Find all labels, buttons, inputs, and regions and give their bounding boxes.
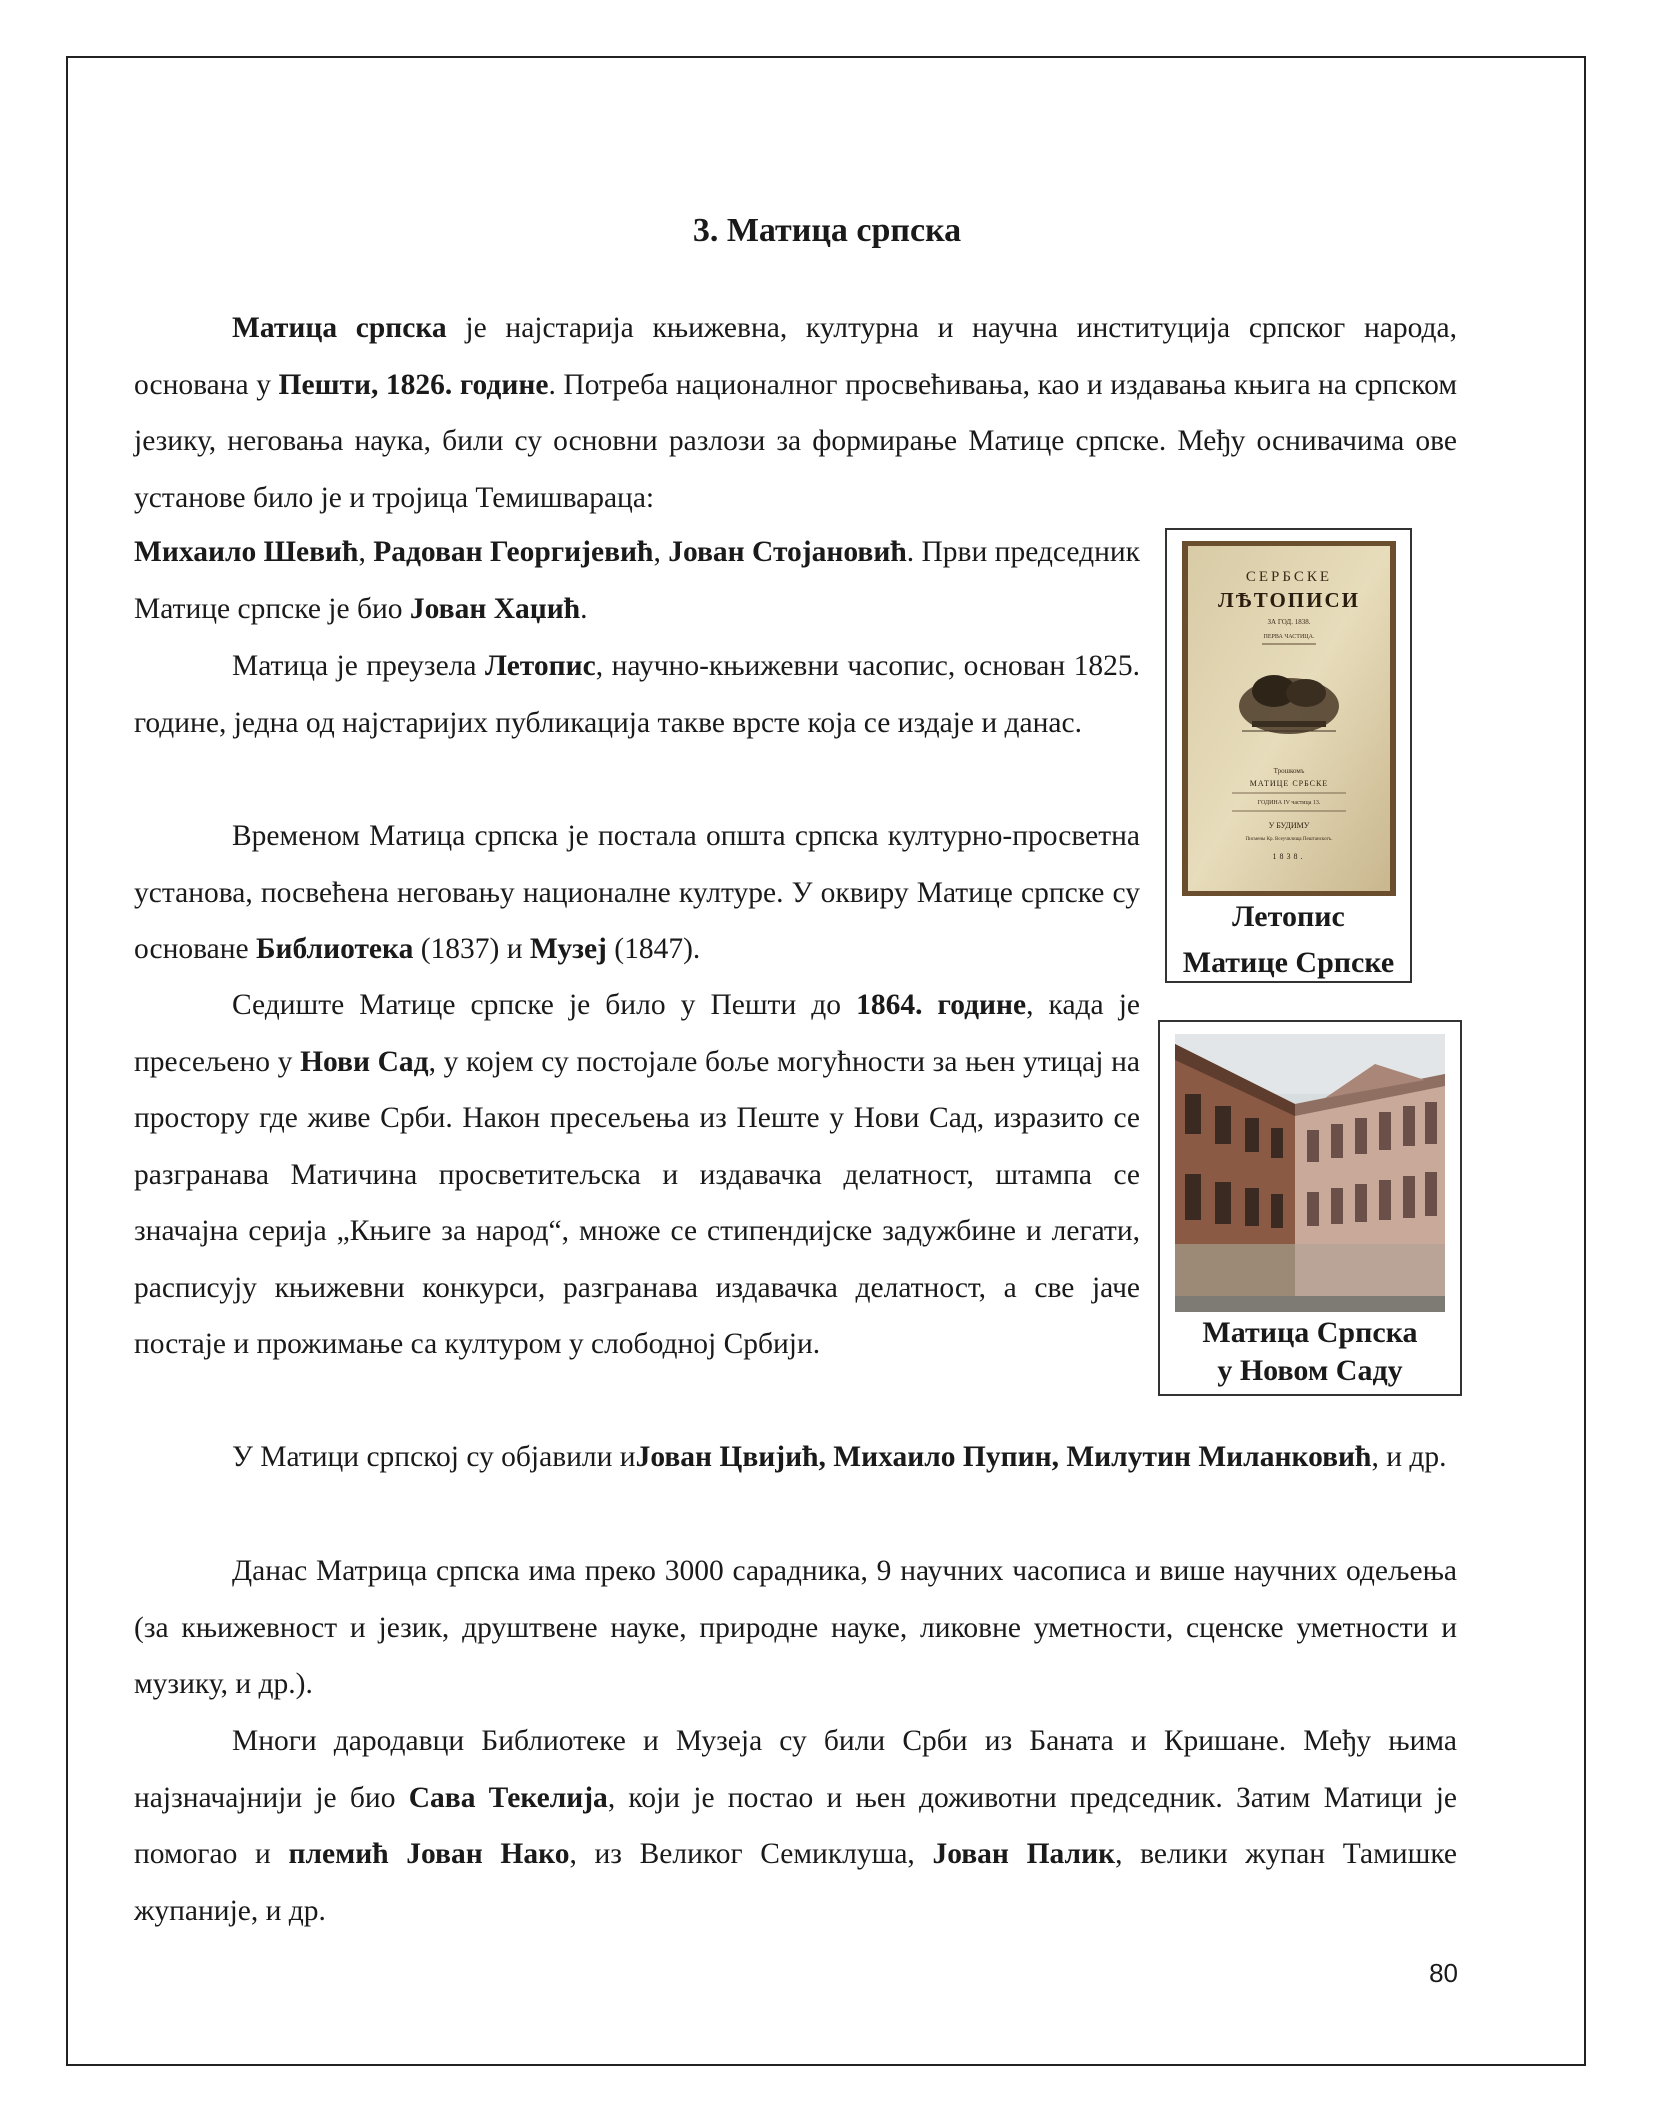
paragraph-letopis: Матица је преузела Летопис, научно-књижевни часопис, основан 1825. године, једна од најстаријих публикација такве врсте која се издаје и данас. bbox=[134, 650, 1140, 739]
svg-text:ПЕРВА ЧАСТИЦА.: ПЕРВА ЧАСТИЦА. bbox=[1263, 634, 1315, 640]
figure-building-caption-line1: Матица Српска bbox=[1202, 1316, 1418, 1349]
svg-text:1838.: 1838. bbox=[1272, 852, 1306, 861]
paragraph-authors: У Матици српској су објавили иЈован Цвијић, Михаило Пупин, Милутин Миланковић, и др. bbox=[232, 1441, 1447, 1473]
svg-text:Трошкомъ: Трошкомъ bbox=[1273, 767, 1305, 775]
figure-building-caption-line2: у Новом Саду bbox=[1217, 1354, 1403, 1387]
figure-letopis bbox=[1165, 528, 1412, 983]
svg-text:МАТИЦЕ СРБСКЕ: МАТИЦЕ СРБСКЕ bbox=[1249, 779, 1329, 788]
figure-letopis-caption-line1: Летопис bbox=[1232, 900, 1345, 933]
svg-text:У БУДИМУ: У БУДИМУ bbox=[1268, 821, 1310, 830]
paragraph-intro: Матица српска је најстарија књижевна, културна и научна институција српског народа, основана у Пешти, 1826. године. Потреба националног просвећивања, као и издавања књига на српском језику, неговања наука, били су основни разлози за формирање Матице српске. Међу оснивачима ове установе било је и тројица Темишвараца: bbox=[134, 312, 1457, 514]
figure-letopis-caption-line2: Матице Српске bbox=[1182, 946, 1395, 979]
svg-text:СЕРБСКЕ: СЕРБСКЕ bbox=[1245, 569, 1333, 585]
svg-text:Писмены Кр. Всеучилища Пештанс: Писмены Кр. Всеучилища Пештанскогъ. bbox=[1245, 837, 1333, 842]
paragraph-donors: Многи дародавци Библиотеке и Музеја су били Срби из Баната и Кришане. Међу њима најзначајнији је био Сава Текелија, који је постао и њен доживотни председник. Затим Матици је помогао и племић Јован Нако, из Великог Семиклуша, Јован Палик, велики жупан Тамишке жупаније, и др. bbox=[134, 1725, 1458, 1927]
svg-text:ЛѢТОПИСИ: ЛѢТОПИСИ bbox=[1218, 588, 1360, 612]
paragraph-founders: Михаило Шевић, Радован Георгијевић, Јован Стојановић. Први председник Матице српске је био Јован Хаџић. bbox=[134, 536, 1140, 625]
letopis-cover-image bbox=[1182, 541, 1396, 896]
page-number: 80 bbox=[1429, 1958, 1458, 1988]
paragraph-seat: Седиште Матице српске је било у Пешти до 1864. године, када је пресељено у Нови Сад, у којем су постојале боље могућности за њен утицај на простору где живе Срби. Након пресељења из Пеште у Нови Сад, изразито се разгранава Матичина просветитељска и издавачка делатност, штампа се значајна серија „Књиге за народ“, множе се стипендијске задужбине и легати, расписују књижевни конкурси, разгранава издавачка делатност, а све јаче постаје и прожимање са културом у слободној Србији. bbox=[134, 989, 1140, 1360]
paragraph-institution: Временом Матица српска је постала општа српска културно-просветна установа, посвећена неговању националне културе. У оквиру Матице српске су основане Библиотека (1837) и Музеј (1847). bbox=[134, 820, 1140, 965]
paragraph-today: Данас Матрица српска има преко 3000 сарадника, 9 научних часописа и више научних одељења (за књижевност и језик, друштвене науке, природне науке, ликовне уметности, сценске уметности и музику, и др.). bbox=[134, 1555, 1457, 1700]
svg-text:ГОДИНА IV частица 13.: ГОДИНА IV частица 13. bbox=[1257, 800, 1321, 806]
bold-pesht-1826: Пешти, 1826. године bbox=[278, 368, 549, 401]
svg-text:ЗА ГОД. 1838.: ЗА ГОД. 1838. bbox=[1267, 618, 1311, 626]
building-photo bbox=[1175, 1034, 1445, 1312]
section-title: 3. Матица српска bbox=[692, 212, 962, 249]
figure-building bbox=[1158, 1020, 1462, 1396]
bold-matica-srpska: Матица српска bbox=[232, 312, 447, 344]
